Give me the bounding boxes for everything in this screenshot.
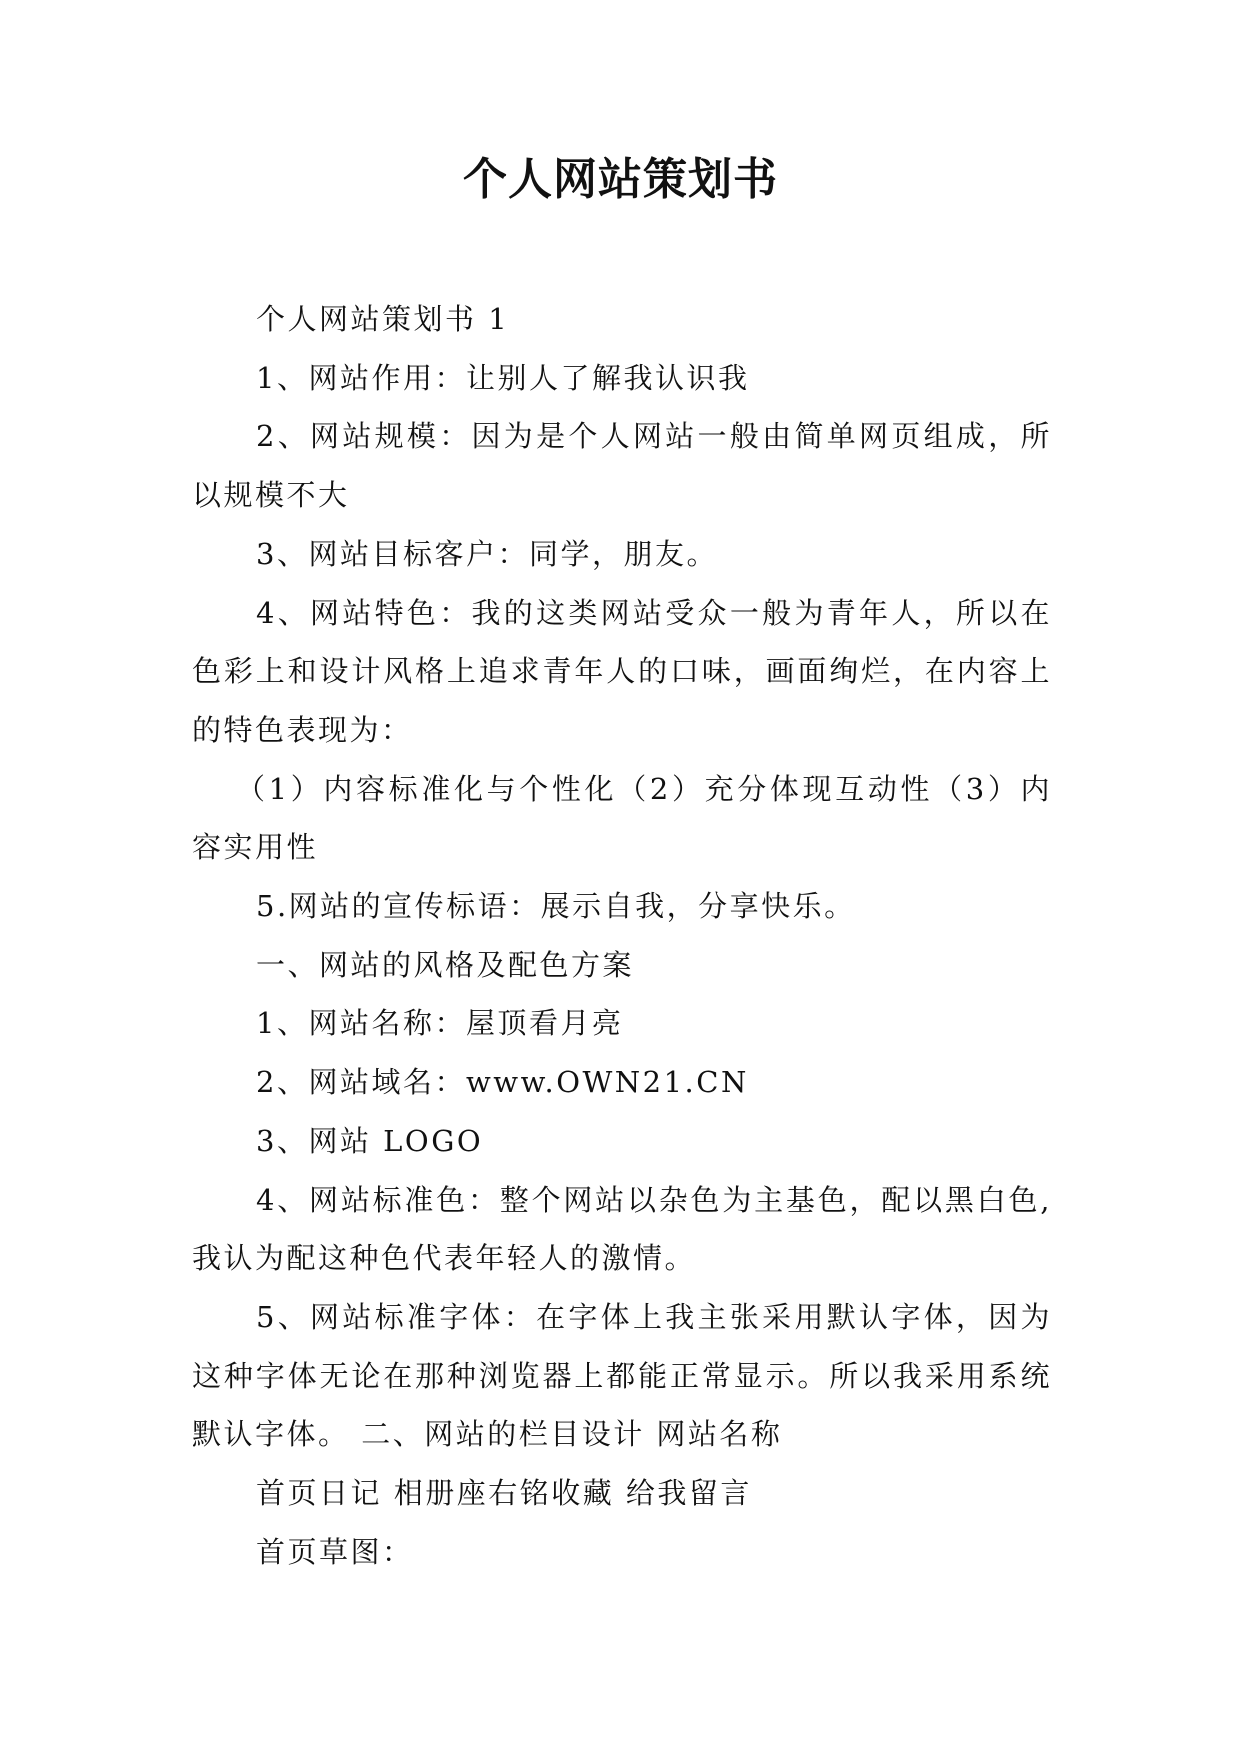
paragraph-site-scale: 2、网站规模：因为是个人网站一般由简单网页组成，所以规模不大	[192, 419, 1052, 513]
document-title: 个人网站策划书	[463, 154, 778, 205]
paragraph-target-audience: 3、网站目标客户：同学，朋友。	[256, 536, 718, 571]
paragraph-standard-font: 5、网站标准字体：在字体上我主张采用默认字体，因为这种字体无论在那种浏览器上都能正常显示。所以我采用系统默认字体。 二、网站的栏目设计 网站名称	[192, 1299, 1052, 1452]
paragraph-site-domain: 2、网站域名：www.OWN21.CN	[256, 1065, 749, 1100]
paragraph-site-logo: 3、网站 LOGO	[256, 1123, 484, 1158]
paragraph-site-name: 1、网站名称：屋顶看月亮	[256, 1006, 624, 1041]
paragraph-site-features: 4、网站特色：我的这类网站受众一般为青年人，所以在色彩上和设计风格上追求青年人的口味，画面绚烂，在内容上的特色表现为：	[192, 595, 1052, 747]
paragraph-site-purpose: 1、网站作用：让别人了解我认识我	[256, 360, 750, 395]
paragraph-subtitle: 个人网站策划书 1	[256, 302, 510, 336]
paragraph-columns: 首页日记 相册座右铭收藏 给我留言	[256, 1476, 752, 1511]
paragraph-feature-list: （1）内容标准化与个性化（2）充分体现互动性（3）内容实用性	[192, 771, 1052, 865]
paragraph-slogan: 5.网站的宣传标语：展示自我，分享快乐。	[256, 889, 856, 924]
paragraph-standard-color: 4、网站标准色：整个网站以杂色为主基色，配以黑白色,我认为配这种色代表年轻人的激情。	[192, 1182, 1052, 1276]
paragraph-homepage-sketch: 首页草图：	[256, 1534, 414, 1569]
paragraph-section-style: 一、网站的风格及配色方案	[256, 947, 635, 982]
document-body	[192, 290, 1052, 1581]
